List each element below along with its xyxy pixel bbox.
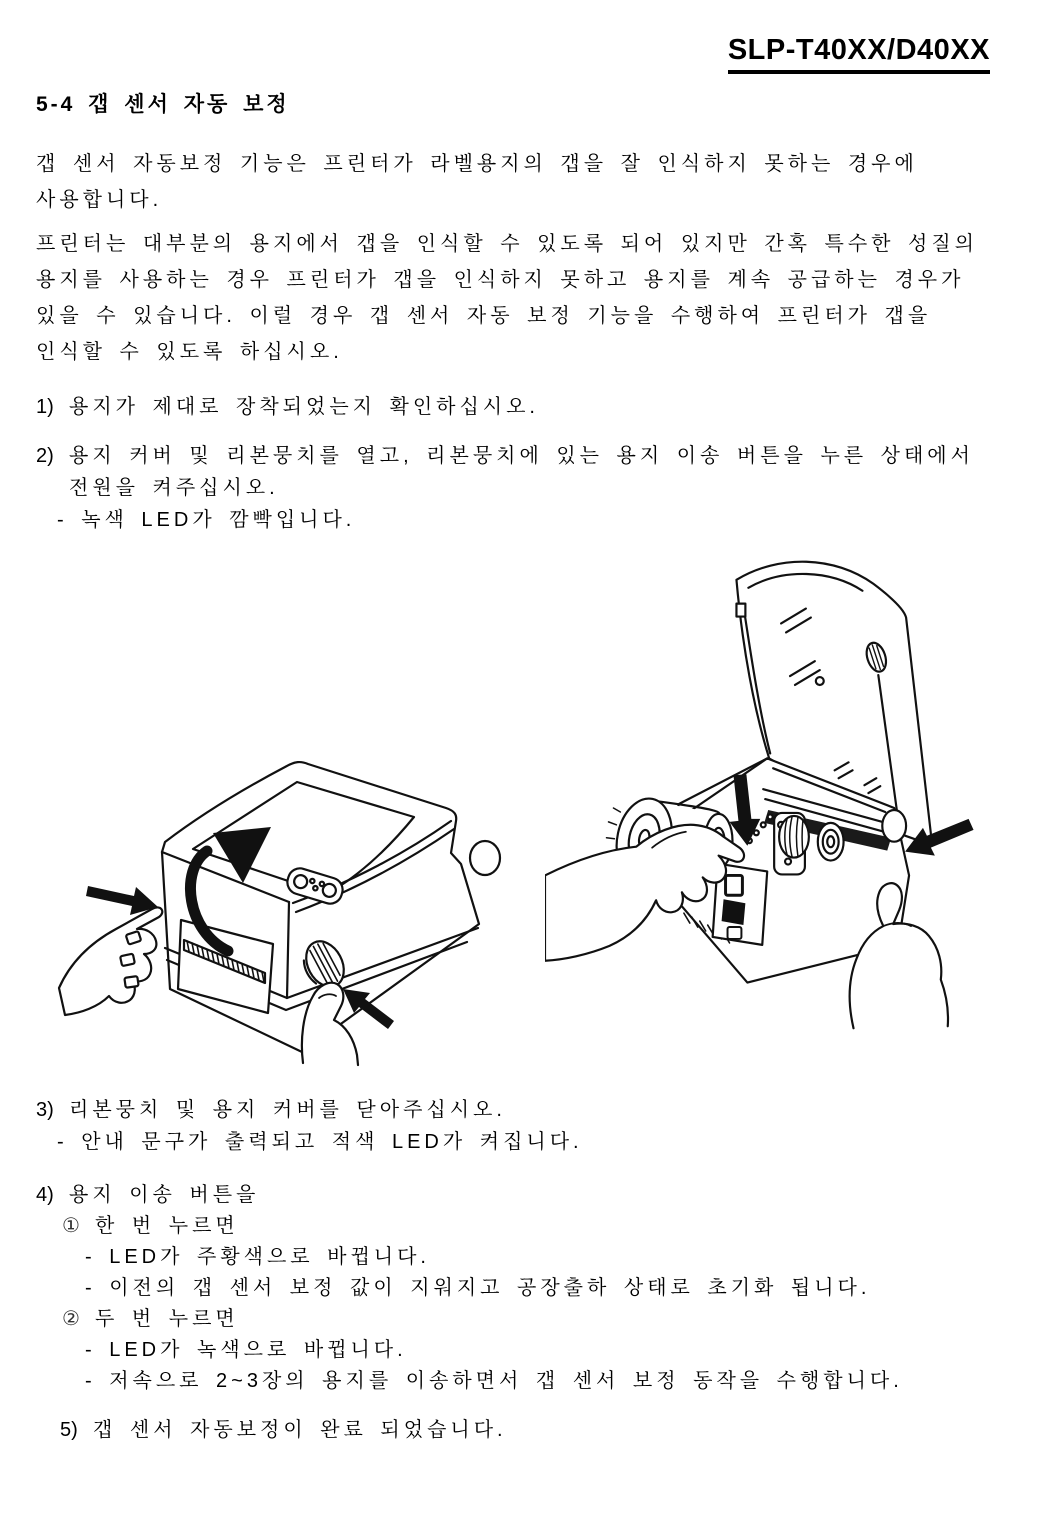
substep-text: 두 번 누르면 <box>95 1308 239 1330</box>
step-line <box>36 1180 903 1211</box>
step-number: 1) <box>36 396 54 418</box>
step-line <box>60 1414 507 1446</box>
left-hand <box>59 907 162 1015</box>
step-number: 5) <box>60 1419 78 1441</box>
intro-paragraph-1 <box>36 146 918 218</box>
paragraph-line: 프린터는 대부분의 용지에서 갭을 인식할 수 있도록 되어 있지만 간혹 특수한 성질의 <box>36 233 979 255</box>
figure-closed-printer <box>57 552 537 1067</box>
substep-number: ① <box>62 1215 80 1237</box>
step-5 <box>60 1414 507 1446</box>
intro-paragraph-2 <box>36 226 978 370</box>
substep-line <box>36 1211 903 1242</box>
paragraph-line: 있을 수 있습니다. 이럴 경우 갭 센서 자동 보정 기능을 수행하여 프린터가 갭을 <box>36 305 932 327</box>
step-text: 용지 커버 및 리본뭉치를 열고, 리본뭉치에 있는 용지 이송 버튼을 누른 상태에서 <box>69 445 974 467</box>
substep-line <box>36 1304 903 1335</box>
substep-text: 한 번 누르면 <box>95 1215 239 1237</box>
substep-note: - LED가 주황색으로 바뀝니다. <box>85 1246 430 1268</box>
step-number: 2) <box>36 445 54 467</box>
step-2 <box>36 440 974 536</box>
paragraph-line: 용지를 사용하는 경우 프린터가 갭을 인식하지 못하고 용지를 계속 공급하는 경우가 <box>36 269 965 291</box>
step-text: 용지가 제대로 장착되었는지 확인하십시오. <box>69 396 539 418</box>
paragraph-line: 사용합니다. <box>36 189 163 211</box>
step-note: - 안내 문구가 출력되고 적색 LED가 켜집니다. <box>57 1131 583 1153</box>
step-1 <box>36 391 539 423</box>
step-line <box>36 1094 583 1126</box>
figure-open-printer <box>545 542 1041 1072</box>
step-line: 전원을 켜주십시오. <box>69 477 279 499</box>
hinge-knob <box>882 810 906 842</box>
section-title: 5-4 갭 센서 자동 보정 <box>36 93 290 116</box>
document-model-title: SLP-T40XX/D40XX <box>728 34 990 74</box>
step-number: 4) <box>36 1184 54 1206</box>
open-printer-illustration <box>545 542 1041 1072</box>
step-line <box>36 440 974 472</box>
step-note: - 녹색 LED가 깜빡입니다. <box>57 509 356 531</box>
paragraph-line: 인식할 수 있도록 하십시오. <box>36 341 343 363</box>
step-line <box>36 391 539 423</box>
substep-note: - 이전의 갭 센서 보정 값이 지워지고 공장출하 상태로 초기화 됩니다. <box>85 1277 871 1299</box>
step-number: 3) <box>36 1099 54 1121</box>
step-4 <box>36 1180 903 1397</box>
step-text: 리본뭉치 및 용지 커버를 닫아주십시오. <box>69 1099 506 1121</box>
substep-note: - 저속으로 2~3장의 용지를 이송하면서 갭 센서 보정 동작을 수행합니다. <box>85 1370 903 1392</box>
step-text: 용지 이송 버튼을 <box>69 1184 260 1206</box>
step-3 <box>36 1094 583 1158</box>
substep-number: ② <box>62 1308 80 1330</box>
hinge-knob <box>470 841 500 875</box>
substep-note: - LED가 녹색으로 바뀝니다. <box>85 1339 407 1361</box>
closed-printer-illustration <box>57 552 537 1067</box>
step-text: 갭 센서 자동보정이 완료 되었습니다. <box>93 1419 507 1441</box>
paragraph-line: 갭 센서 자동보정 기능은 프린터가 라벨용지의 갭을 잘 인식하지 못하는 경우에 <box>36 153 918 175</box>
